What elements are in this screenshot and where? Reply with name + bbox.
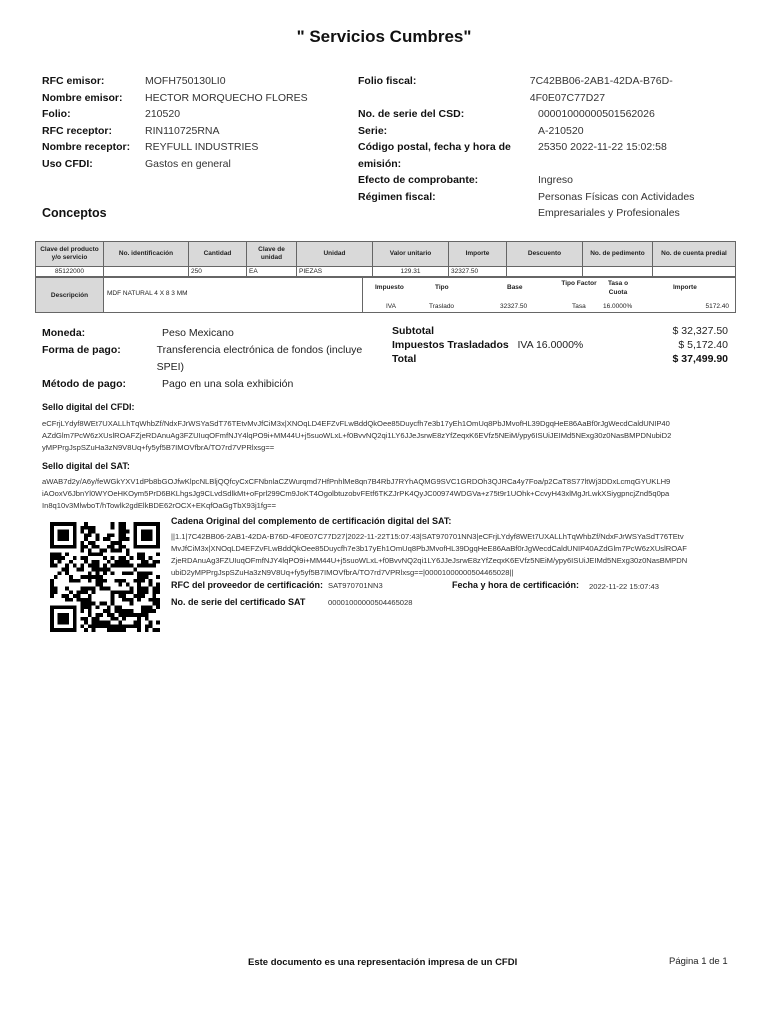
total-label: Total	[392, 353, 417, 365]
col-header: Unidad	[297, 242, 373, 267]
table-cell	[507, 267, 583, 277]
total-value: $ 37,499.90	[672, 353, 728, 365]
cadena-value: ||1.1|7C42BB06-2AB1-42DA-B76D-4F0E07C77D27|2022-11-22T15:07:43|SAT970701NN3|eCFrjLYdyf8WEt7UXALLhTqWhbZf/NdxFJrWSYaSdT76TEtv MvJfCiM3x|XNOqLD4EFZvFLwBddQkOee85Duycfh7e3b17yEh1OmUq8PbJMvofHL39DgqHeE86AaBf0rJgWecdCaldUNIP40AZdGlm7PcW6zXUslROAF ZjeRDAnuAg3FZUIuqOFmfNJY4lqPO9i+MM44U+j5suoWLxL+f0BvvNQ2qi1LY6JJeJsrwE8zYfZeqxK6EVfz5NEiM/ypy6ISUiJEIMd5NExg30z0NasBMPDN ubiD2yMPPrgJspSZuHa3zN9V8Uq+fy5yf5B7IMOVfbrA/TO7rd7VPRlxsg==|00001000000504465028||	[171, 532, 688, 577]
info-row: Folio: 210520	[42, 108, 181, 120]
tax-detail	[361, 277, 736, 313]
sello-sat-value: aWAB7d2y/A6y/feWGkYXV1dPb8bGOJfwKlpcNLBljQQfcyCxCFNbnlaCZWurqmd7HfPnhlMe8qn7B4RbJ7RYhAQMG9SVC1GRDOh3QJRCa4y7Foa/p2CaT8S77ltWj3DDxLcmqGYUKLH9 iAOoxV6JbnYl0WYOeHKOym5PrD6BKLhgsJg9CLvdSdlkMt+oFprl299Cm9JoKT4OgolbtuzobvFEtf6TKZJrPK4QyJC00974WDGVa+z75t9r1UOhk+CcvyH43xlMgJrLwkXSiygpncjZnd5q0pa In8q10v3MlwboT/hTowlk2gdElkBDE62rOCX+EKqfOaGgTbX93j1fg==	[42, 477, 671, 510]
regimen-label: Régimen fiscal:	[358, 190, 436, 203]
folio-fiscal-value: 7C42BB06-2AB1-42DA-B76D-4F0E07C77D27	[529, 75, 673, 104]
sello-sat-label: Sello digital del SAT:	[42, 461, 130, 471]
efecto-value: Ingreso	[538, 174, 574, 186]
cert-rfc-label: RFC del proveedor de certificación:	[171, 580, 324, 590]
footer-note: Este documento es una representación impresa de un CFDI	[248, 957, 518, 968]
document-title: " Servicios Cumbres"	[296, 27, 472, 46]
metodo-value: Pago en una sola exhibición	[162, 378, 294, 390]
table-cell: PIEZAS	[297, 267, 373, 277]
info-row: Nombre receptor: REYFULL INDUSTRIES	[42, 141, 259, 153]
cp-value: 25350 2022-11-22 15:02:58	[538, 141, 667, 153]
cadena-label: Cadena Original del complemento de certificación digital del SAT:	[171, 516, 452, 526]
cp-label: Código postal, fecha y hora de emisión:	[358, 141, 511, 170]
tax-header: Impuesto	[375, 284, 404, 291]
col-header: Cantidad	[189, 242, 247, 267]
folio-fiscal-label: Folio fiscal:	[358, 75, 417, 87]
col-header: No. de cuenta predial	[653, 242, 736, 267]
conceptos-table	[35, 241, 736, 277]
table-cell: EA	[247, 267, 297, 277]
table-cell: 129.31	[373, 267, 449, 277]
serie-value: A-210520	[538, 124, 584, 137]
impuestos-tax: IVA 16.0000%	[517, 339, 584, 351]
description-box	[35, 277, 363, 313]
tax-header: Tipo Factor	[561, 280, 597, 287]
cert-fecha-value: 2022-11-22 15:07:43	[589, 582, 659, 591]
tax-cell: 5172.40	[705, 303, 729, 310]
info-row: Nombre emisor: HECTOR MORQUECHO FLORES	[42, 91, 308, 104]
impuestos-label: Impuestos Trasladados	[392, 339, 509, 351]
tax-header: Importe	[673, 284, 697, 291]
tax-cell: Tasa	[572, 303, 586, 310]
qr-code-image	[50, 522, 160, 632]
col-header: Valor unitario	[373, 242, 449, 267]
sello-cfdi-value: eCFrjLYdyf8WEt7UXALLhTqWhbZf/NdxFJrWSYaSdT76TEtvMvJfCiM3x|XNOqLD4EFZvFLwBddQkOee85Duycfh7e3b17yEh1OmUq8PbJMvofHL39DgqHeE86AaBf0rJgWecdCaldUNIP40 AZdGlm7PcW6zXUslROAFZjeRDAnuAg3FZUIuqOFmfNJY4lqPO9i+MM44U+j5suoWLxL+f0BvvNQ2qi1LY6JJeJsrwE8zYfZeqxK6EVfz5NEiM/ypy6ISUiJEIMd5NExg30z0NasBMPDNubiD2 yMPPrgJspSZuHa3zN9V8Uq+fy5yf5B7IMOVfbrA/TO7rd7VPRlxsg==	[42, 419, 672, 452]
cert-serie-label: No. de serie del certificado SAT	[171, 597, 306, 607]
subtotal-label: Subtotal	[392, 325, 434, 337]
cert-serie-value: 00001000000504465028	[328, 598, 413, 607]
regimen-value: Personas Físicas con Actividades Empresariales y Profesionales	[538, 190, 695, 219]
impuestos-value: $ 5,172.40	[678, 339, 728, 351]
emitter-info	[42, 73, 352, 172]
info-row: RFC receptor: RIN110725RNA	[42, 124, 220, 137]
col-header: Clave del producto y/o servicio	[36, 242, 104, 267]
tax-cell: 32327.50	[500, 303, 528, 310]
table-cell	[583, 267, 653, 277]
payment-info	[42, 325, 382, 393]
metodo-label: Método de pago:	[42, 378, 126, 390]
description-label: Descripción	[36, 278, 104, 312]
tax-header: Base	[507, 284, 523, 291]
cert-fecha-label: Fecha y hora de certificación:	[452, 580, 580, 590]
tax-header: Tasa o Cuota	[607, 280, 629, 296]
col-header: No. de pedimento	[583, 242, 653, 267]
tax-cell: Traslado	[429, 303, 455, 310]
efecto-label: Efecto de comprobante:	[358, 174, 479, 186]
forma-value: Transferencia electrónica de fondos (incluye SPEI)	[156, 344, 363, 373]
table-row	[36, 267, 736, 277]
serie-label: Serie:	[358, 124, 388, 137]
csd-label: No. de serie del CSD:	[358, 108, 465, 120]
table-cell	[104, 267, 189, 277]
col-header: No. identificación	[104, 242, 189, 267]
moneda-label: Moneda:	[42, 327, 86, 339]
table-cell: 250	[189, 267, 247, 277]
tax-cell: 16.0000%	[603, 303, 633, 310]
page-number: Página 1 de 1	[669, 956, 728, 967]
col-header: Clave de unidad	[247, 242, 297, 267]
csd-value: 00001000000501562026	[538, 108, 655, 120]
sello-cfdi-label: Sello digital del CFDI:	[42, 402, 135, 412]
info-row: RFC emisor: MOFH750130LI0	[42, 75, 226, 87]
table-cell	[653, 267, 736, 277]
table-header-row	[36, 242, 736, 267]
totals	[392, 324, 728, 366]
col-header: Importe	[449, 242, 507, 267]
forma-label: Forma de pago:	[42, 344, 121, 356]
conceptos-title: Conceptos	[42, 206, 107, 220]
subtotal-value: $ 32,327.50	[672, 325, 728, 337]
table-cell: 85122000	[36, 267, 104, 277]
fiscal-info	[358, 73, 738, 222]
table-cell: 32327.50	[449, 267, 507, 277]
moneda-value: Peso Mexicano	[162, 327, 234, 339]
col-header: Descuento	[507, 242, 583, 267]
description-value: MDF NATURAL 4 X 8 3 MM	[107, 290, 188, 297]
info-row: Uso CFDI: Gastos en general	[42, 157, 231, 170]
tax-header: Tipo	[435, 284, 449, 291]
tax-cell: IVA	[386, 303, 396, 310]
cert-rfc-value: SAT970701NN3	[328, 581, 383, 590]
